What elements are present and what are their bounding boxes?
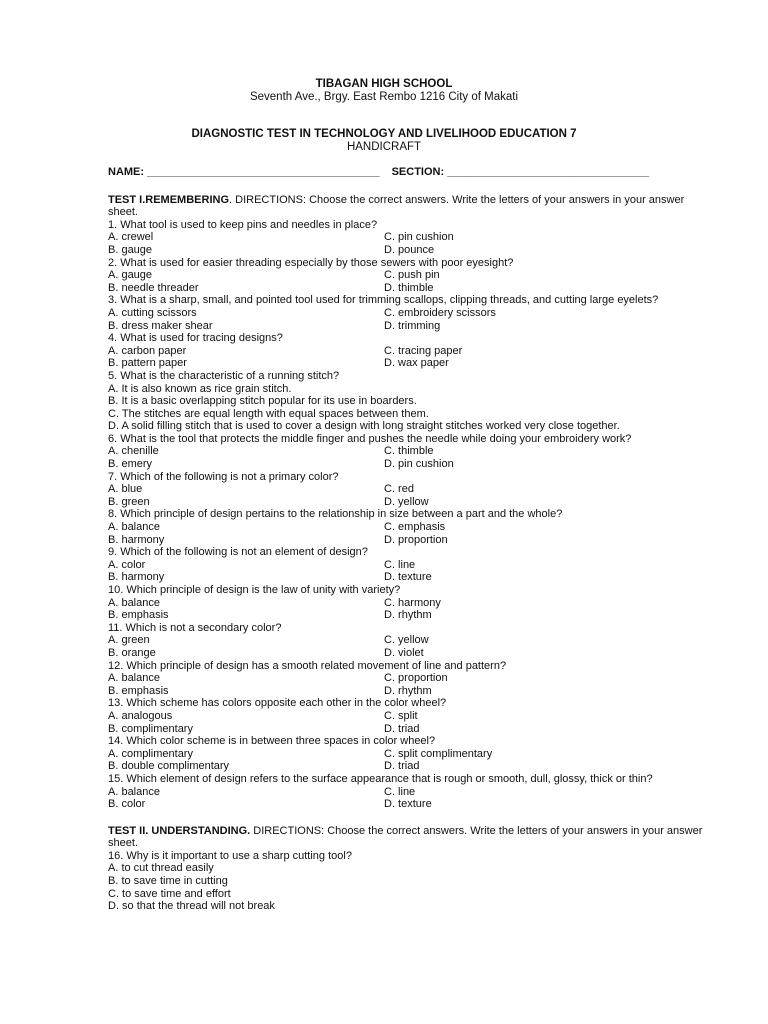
answer-option: C. proportion xyxy=(384,672,448,685)
answer-option: D. rhythm xyxy=(384,609,432,622)
question-text: 9. Which of the following is not an element of design? xyxy=(108,546,368,559)
answer-option: B. It is a basic overlapping stitch popular for its use in boarders. xyxy=(108,395,417,408)
answer-option: A. gauge xyxy=(108,269,153,282)
answer-option: B. needle threader xyxy=(108,281,199,294)
test2-question-list xyxy=(108,850,712,913)
answer-option: A. green xyxy=(108,634,150,647)
question-text: 13. Which scheme has colors opposite each other in the color wheel? xyxy=(108,697,447,710)
test1-directions: . DIRECTIONS: Choose the correct answers. Write the letters of your answers in your answer sheet. xyxy=(108,193,685,219)
question-item xyxy=(108,584,712,622)
question-text: 14. Which color scheme is in between three spaces in color wheel? xyxy=(108,735,436,748)
answer-option: D. texture xyxy=(384,571,432,584)
option-row xyxy=(108,748,712,761)
option-row xyxy=(108,357,712,370)
answer-option: B. emery xyxy=(108,458,153,471)
answer-option: B. green xyxy=(108,495,150,508)
option-row xyxy=(108,685,712,698)
question-text: 16. Why is it important to use a sharp cutting tool? xyxy=(108,849,352,862)
answer-option: C. thimble xyxy=(384,445,434,458)
answer-option: A. carbon paper xyxy=(108,344,187,357)
answer-option: B. pattern paper xyxy=(108,357,187,370)
question-item xyxy=(108,735,712,773)
name-field: NAME: ______________________________________ xyxy=(108,166,380,178)
option-row xyxy=(108,760,712,773)
answer-option: B. harmony xyxy=(108,533,165,546)
answer-option: B. orange xyxy=(108,646,156,659)
option-row xyxy=(108,634,712,647)
test-subject: HANDICRAFT xyxy=(346,141,422,153)
answer-option: C. to save time and effort xyxy=(108,887,231,900)
question-item xyxy=(108,622,712,660)
answer-option: C. harmony xyxy=(384,596,441,609)
answer-option: A. balance xyxy=(108,672,160,685)
option-row xyxy=(108,798,712,811)
school-name: TIBAGAN HIGH SCHOOL xyxy=(315,78,453,90)
option-row xyxy=(108,723,712,736)
section-field: SECTION: _________________________________ xyxy=(391,166,650,178)
answer-option: C. push pin xyxy=(384,269,440,282)
answer-option: B. harmony xyxy=(108,571,165,584)
question-item xyxy=(108,850,712,913)
test1-question-list xyxy=(108,219,712,811)
answer-option: A. balance xyxy=(108,785,160,798)
option-row xyxy=(108,269,712,282)
question-text: 3. What is a sharp, small, and pointed tool used for trimming scallops, clipping threads, and cutting large eyelets? xyxy=(108,294,659,307)
option-row xyxy=(108,571,712,584)
question-item xyxy=(108,508,712,546)
option-row xyxy=(108,244,712,257)
option-row xyxy=(108,672,712,685)
answer-option: B. emphasis xyxy=(108,609,169,622)
test1-heading: TEST I.REMEMBERING xyxy=(108,193,230,206)
answer-option: C. emphasis xyxy=(384,521,446,534)
answer-option: C. line xyxy=(384,785,416,798)
test1-instructions xyxy=(108,194,712,219)
option-row xyxy=(108,282,712,295)
question-item xyxy=(108,332,712,370)
question-text: 11. Which is not a secondary color? xyxy=(108,621,282,634)
option-row xyxy=(108,320,712,333)
question-text: 8. Which principle of design pertains to the relationship in size between a part and the whole? xyxy=(108,508,563,521)
answer-option: C. The stitches are equal length with equal spaces between them. xyxy=(108,407,429,420)
option-row xyxy=(108,647,712,660)
answer-option: D. triad xyxy=(384,760,420,773)
question-text: 15. Which element of design refers to the surface appearance that is rough or smooth, dull, glossy, thick or thin? xyxy=(108,772,653,785)
option-row xyxy=(108,609,712,622)
question-text: 1. What tool is used to keep pins and needles in place? xyxy=(108,218,378,231)
answer-option: C. pin cushion xyxy=(384,231,454,244)
answer-option: D. pin cushion xyxy=(384,458,454,471)
answer-option: B. to save time in cutting xyxy=(108,875,228,888)
answer-option: B. color xyxy=(108,798,146,811)
option-row xyxy=(108,496,712,509)
answer-option: D. so that the thread will not break xyxy=(108,900,275,913)
option-row xyxy=(108,445,712,458)
answer-option: A. analogous xyxy=(108,709,173,722)
question-item xyxy=(108,219,712,257)
option-row xyxy=(108,559,712,572)
answer-option: D. proportion xyxy=(384,533,448,546)
school-address: Seventh Ave., Brgy. East Rembo 1216 City of Makati xyxy=(249,91,519,103)
answer-option: A. to cut thread easily xyxy=(108,862,214,875)
question-item xyxy=(108,773,712,811)
question-text: 10. Which principle of design is the law of unity with variety? xyxy=(108,584,401,596)
test2-instructions xyxy=(108,825,712,850)
answer-option: B. double complimentary xyxy=(108,760,230,773)
answer-option: A. blue xyxy=(108,483,143,496)
question-item xyxy=(108,660,712,698)
question-item xyxy=(108,257,712,295)
test-title: DIAGNOSTIC TEST IN TECHNOLOGY AND LIVELIHOOD EDUCATION 7 xyxy=(191,128,577,140)
answer-option: A. balance xyxy=(108,596,160,609)
option-row xyxy=(108,534,712,547)
answer-option: D. violet xyxy=(384,646,424,659)
answer-option: D. triad xyxy=(384,722,420,735)
question-item xyxy=(108,370,712,433)
question-text: 12. Which principle of design has a smooth related movement of line and pattern? xyxy=(108,659,507,672)
question-item xyxy=(108,546,712,584)
answer-option: A. complimentary xyxy=(108,747,193,760)
answer-option: B. gauge xyxy=(108,243,153,256)
question-text: 6. What is the tool that protects the middle finger and pushes the needle while doing your embroidery work? xyxy=(108,432,632,445)
answer-option: C. tracing paper xyxy=(384,344,463,357)
answer-option: B. dress maker shear xyxy=(108,319,213,332)
answer-option: C. yellow xyxy=(384,634,429,647)
answer-option: C. red xyxy=(384,483,414,496)
option-row xyxy=(108,786,712,799)
test2-heading: TEST II. UNDERSTANDING. xyxy=(108,824,251,837)
answer-option: D. trimming xyxy=(384,319,441,332)
answer-option: A. chenille xyxy=(108,445,159,458)
question-text: 5. What is the characteristic of a running stitch? xyxy=(108,369,340,382)
answer-option: C. split complimentary xyxy=(384,747,493,760)
option-row xyxy=(108,521,712,534)
answer-option: C. line xyxy=(384,558,416,571)
answer-option: D. A solid filling stitch that is used to cover a design with long straight stitches worked very close together. xyxy=(108,420,620,433)
answer-option: A. cutting scissors xyxy=(108,306,197,319)
answer-option: A. color xyxy=(108,558,146,571)
answer-option: D. yellow xyxy=(384,495,429,508)
option-row xyxy=(108,710,712,723)
question-text: 2. What is used for easier threading especially by those sewers with poor eyesight? xyxy=(108,256,514,269)
test-content xyxy=(108,166,712,913)
question-item xyxy=(108,433,712,471)
option-row xyxy=(108,458,712,471)
question-item xyxy=(108,697,712,735)
answer-option: C. embroidery scissors xyxy=(384,306,496,319)
answer-option: C. split xyxy=(384,709,418,722)
answer-option: B. emphasis xyxy=(108,684,169,697)
answer-option: A. It is also known as rice grain stitch. xyxy=(108,382,292,395)
answer-option: A. crewel xyxy=(108,231,154,244)
question-item xyxy=(108,471,712,509)
option-row xyxy=(108,231,712,244)
question-item xyxy=(108,294,712,332)
answer-option: D. wax paper xyxy=(384,357,449,370)
answer-option: B. complimentary xyxy=(108,722,193,735)
answer-option: D. rhythm xyxy=(384,684,432,697)
answer-option: D. texture xyxy=(384,798,432,811)
answer-option: D. thimble xyxy=(384,281,434,294)
option-row xyxy=(108,483,712,496)
test2-directions: DIRECTIONS: Choose the correct answers. Write the letters of your answers in your answer sheet. xyxy=(108,824,703,850)
name-section-row xyxy=(108,166,712,179)
option-row xyxy=(108,307,712,320)
answer-option: D. pounce xyxy=(384,243,435,256)
option-row xyxy=(108,597,712,610)
answer-option: A. balance xyxy=(108,521,160,534)
question-text: 4. What is used for tracing designs? xyxy=(108,332,283,345)
option-row xyxy=(108,345,712,358)
question-text: 7. Which of the following is not a primary color? xyxy=(108,470,339,483)
